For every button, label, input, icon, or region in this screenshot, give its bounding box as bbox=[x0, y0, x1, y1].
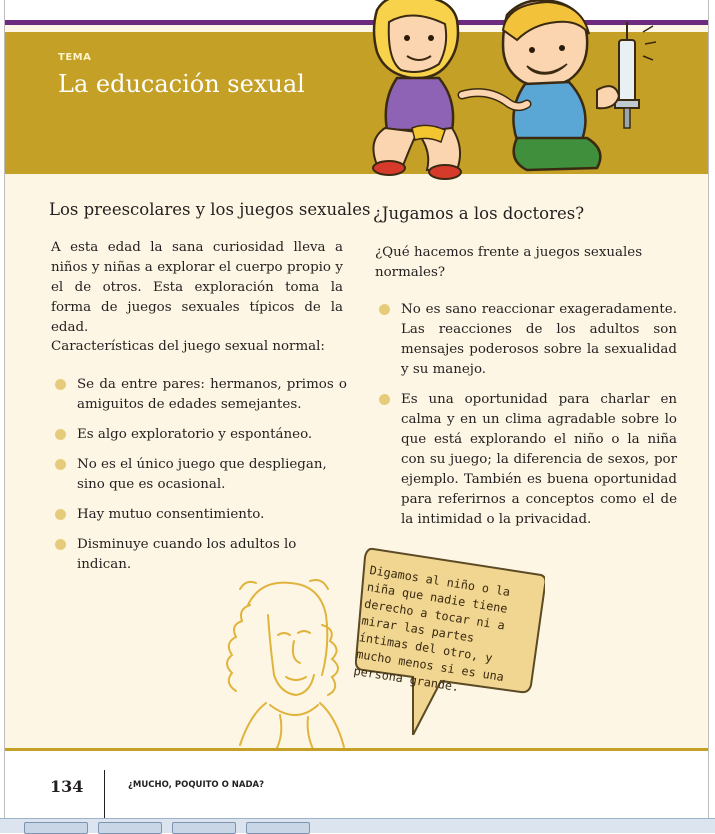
bullet-text: Hay mutuo consentimiento. bbox=[77, 507, 265, 522]
bubble-text: Digamos al niño o la niña que nadie tiene derecho a tocar ni a mirar las partes íntimas del otro, y mucho menos si es una persona grande. bbox=[352, 562, 512, 695]
children-illustration bbox=[357, 0, 667, 182]
left-bullet-list bbox=[51, 375, 347, 575]
right-bullet-list bbox=[375, 300, 677, 530]
bullet-text: Se da entre pares: hermanos, primos o amiguitos de edades semejantes. bbox=[77, 377, 347, 412]
footer-area bbox=[5, 751, 708, 818]
wigged-man-drawing bbox=[210, 575, 360, 760]
list-item bbox=[51, 375, 347, 415]
section-label: TEMA bbox=[58, 52, 92, 63]
page-number: 134 bbox=[50, 777, 84, 796]
bullet-text: No es sano reaccionar exageradamente. Las reacciones de los adultos son mensajes poderosos sobre la sexualidad y su manejo. bbox=[401, 302, 677, 377]
bullet-icon bbox=[378, 393, 391, 406]
book-title: ¿MUCHO, POQUITO O NADA? bbox=[128, 780, 265, 790]
list-item bbox=[51, 505, 347, 525]
bullet-icon bbox=[54, 458, 67, 471]
bullet-icon bbox=[54, 538, 67, 551]
bullet-icon bbox=[54, 508, 67, 521]
bullet-icon bbox=[54, 378, 67, 391]
list-item bbox=[375, 300, 677, 380]
page-title: La educación sexual bbox=[58, 70, 305, 98]
list-item bbox=[51, 535, 347, 575]
left-intro: A esta edad la sana curiosidad lleva a niños y niñas a explorar el cuerpo propio y el de otros. Esta exploración toma la forma de juegos sexuales típicos de la edad. bbox=[51, 240, 343, 335]
footer-divider bbox=[104, 770, 105, 818]
left-heading: Los preescolares y los juegos sexuales bbox=[49, 200, 371, 219]
left-subheading: Características del juego sexual normal: bbox=[51, 339, 325, 354]
bullet-text: No es el único juego que despliegan, sino que es ocasional. bbox=[77, 457, 327, 492]
taskbar-button[interactable] bbox=[24, 822, 88, 834]
bullet-text: Disminuye cuando los adultos lo indican. bbox=[77, 537, 297, 572]
bullet-text: Es algo exploratorio y espontáneo. bbox=[77, 427, 313, 442]
list-item bbox=[51, 425, 347, 445]
taskbar-button[interactable] bbox=[246, 822, 310, 834]
right-heading: ¿Jugamos a los doctores? bbox=[373, 204, 585, 223]
bullet-icon bbox=[54, 428, 67, 441]
right-question: ¿Qué hacemos frente a juegos sexuales normales? bbox=[375, 245, 643, 280]
bullet-icon bbox=[378, 303, 391, 316]
book-page bbox=[4, 0, 709, 818]
list-item bbox=[51, 455, 347, 495]
taskbar-button[interactable] bbox=[98, 822, 162, 834]
taskbar-button[interactable] bbox=[172, 822, 236, 834]
list-item bbox=[375, 390, 677, 530]
bullet-text: Es una oportunidad para charlar en calma y en un clima agradable sobre lo que está explorando el niño o la niña con su juego; la diferencia de sexos, por ejemplo. También es buena oportunidad para referirnos a conceptos como el de la intimidad o la privacidad. bbox=[401, 392, 677, 527]
